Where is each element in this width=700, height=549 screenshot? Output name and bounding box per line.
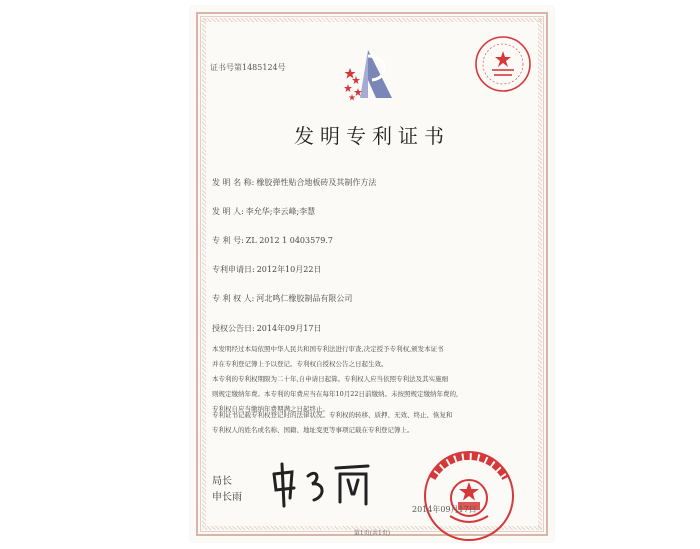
field-value: 2014年09月17日 — [256, 324, 322, 333]
page-indicator: 第1页(共1页) — [353, 530, 391, 537]
field-value: 河北鸣仁橡胶制品有限公司 — [256, 294, 353, 303]
legal-line: 专利证书记载专利权登记时的法律状况。专利权的转移、质押、无效、终止、恢复和 — [212, 411, 453, 419]
certificate-number: 证书号第1485124号 — [210, 63, 286, 72]
director-name: 申长雨 — [212, 492, 242, 503]
field-label: 专利申请日: — [212, 265, 255, 274]
border-pattern-right — [538, 18, 542, 530]
legal-status-paragraph — [212, 408, 530, 438]
field-grant-date — [212, 323, 321, 334]
field-patent-number — [212, 235, 333, 246]
field-label: 专 利 号: — [212, 236, 244, 245]
certificate — [190, 6, 554, 542]
field-label: 发 明 名 称: — [212, 178, 255, 187]
terms-line: 则规定缴纳年费。本专利的年费应当在每年10月22日前缴纳。未按照规定缴纳年费的, — [212, 390, 459, 398]
field-label: 授权公告日: — [212, 324, 255, 333]
field-value: ZL 2012 1 0403579.7 — [245, 236, 333, 245]
terms-line: 本专利的专利权期限为二十年,自申请日起算。专利权人应当依照专利法及其实施细 — [212, 375, 449, 383]
seal-date: 2014年09月17日 — [412, 505, 477, 514]
terms-paragraph — [212, 342, 530, 417]
director-title: 局长 — [212, 476, 232, 487]
certificate-title: 发明专利证书 — [294, 124, 450, 148]
field-patentee — [212, 293, 352, 304]
field-value: 李允华;李云峰;李慧 — [245, 207, 316, 216]
field-invention-name — [212, 177, 376, 188]
field-inventor — [212, 206, 315, 217]
field-application-date — [212, 264, 321, 275]
legal-line: 专利权人的姓名或名称、国籍、地址变更等事项记载在专利登记簿上。 — [212, 426, 414, 434]
border-pattern-top — [202, 18, 542, 22]
field-label: 发 明 人: — [212, 207, 244, 216]
terms-line: 并在专利登记簿上予以登记。专利权自授权公告之日起生效。 — [212, 360, 388, 368]
agency-seal-icon — [474, 35, 532, 93]
terms-line: 本发明经过本局依照中华人民共和国专利法进行审查,决定授予专利权,颁发本证书 — [212, 345, 444, 353]
field-label: 专 利 权 人: — [212, 294, 255, 303]
terms-line: 专利权自应当缴纳年费期满之日起终止。 — [212, 405, 329, 413]
field-value: 橡胶弹性贴合地板砖及其制作方法 — [256, 178, 377, 187]
field-value: 2012年10月22日 — [256, 265, 322, 274]
patent-office-logo-icon — [342, 46, 398, 104]
national-ip-office-seal-icon — [410, 438, 528, 542]
border-pattern-left — [202, 18, 206, 530]
director-signature-icon — [268, 460, 378, 510]
